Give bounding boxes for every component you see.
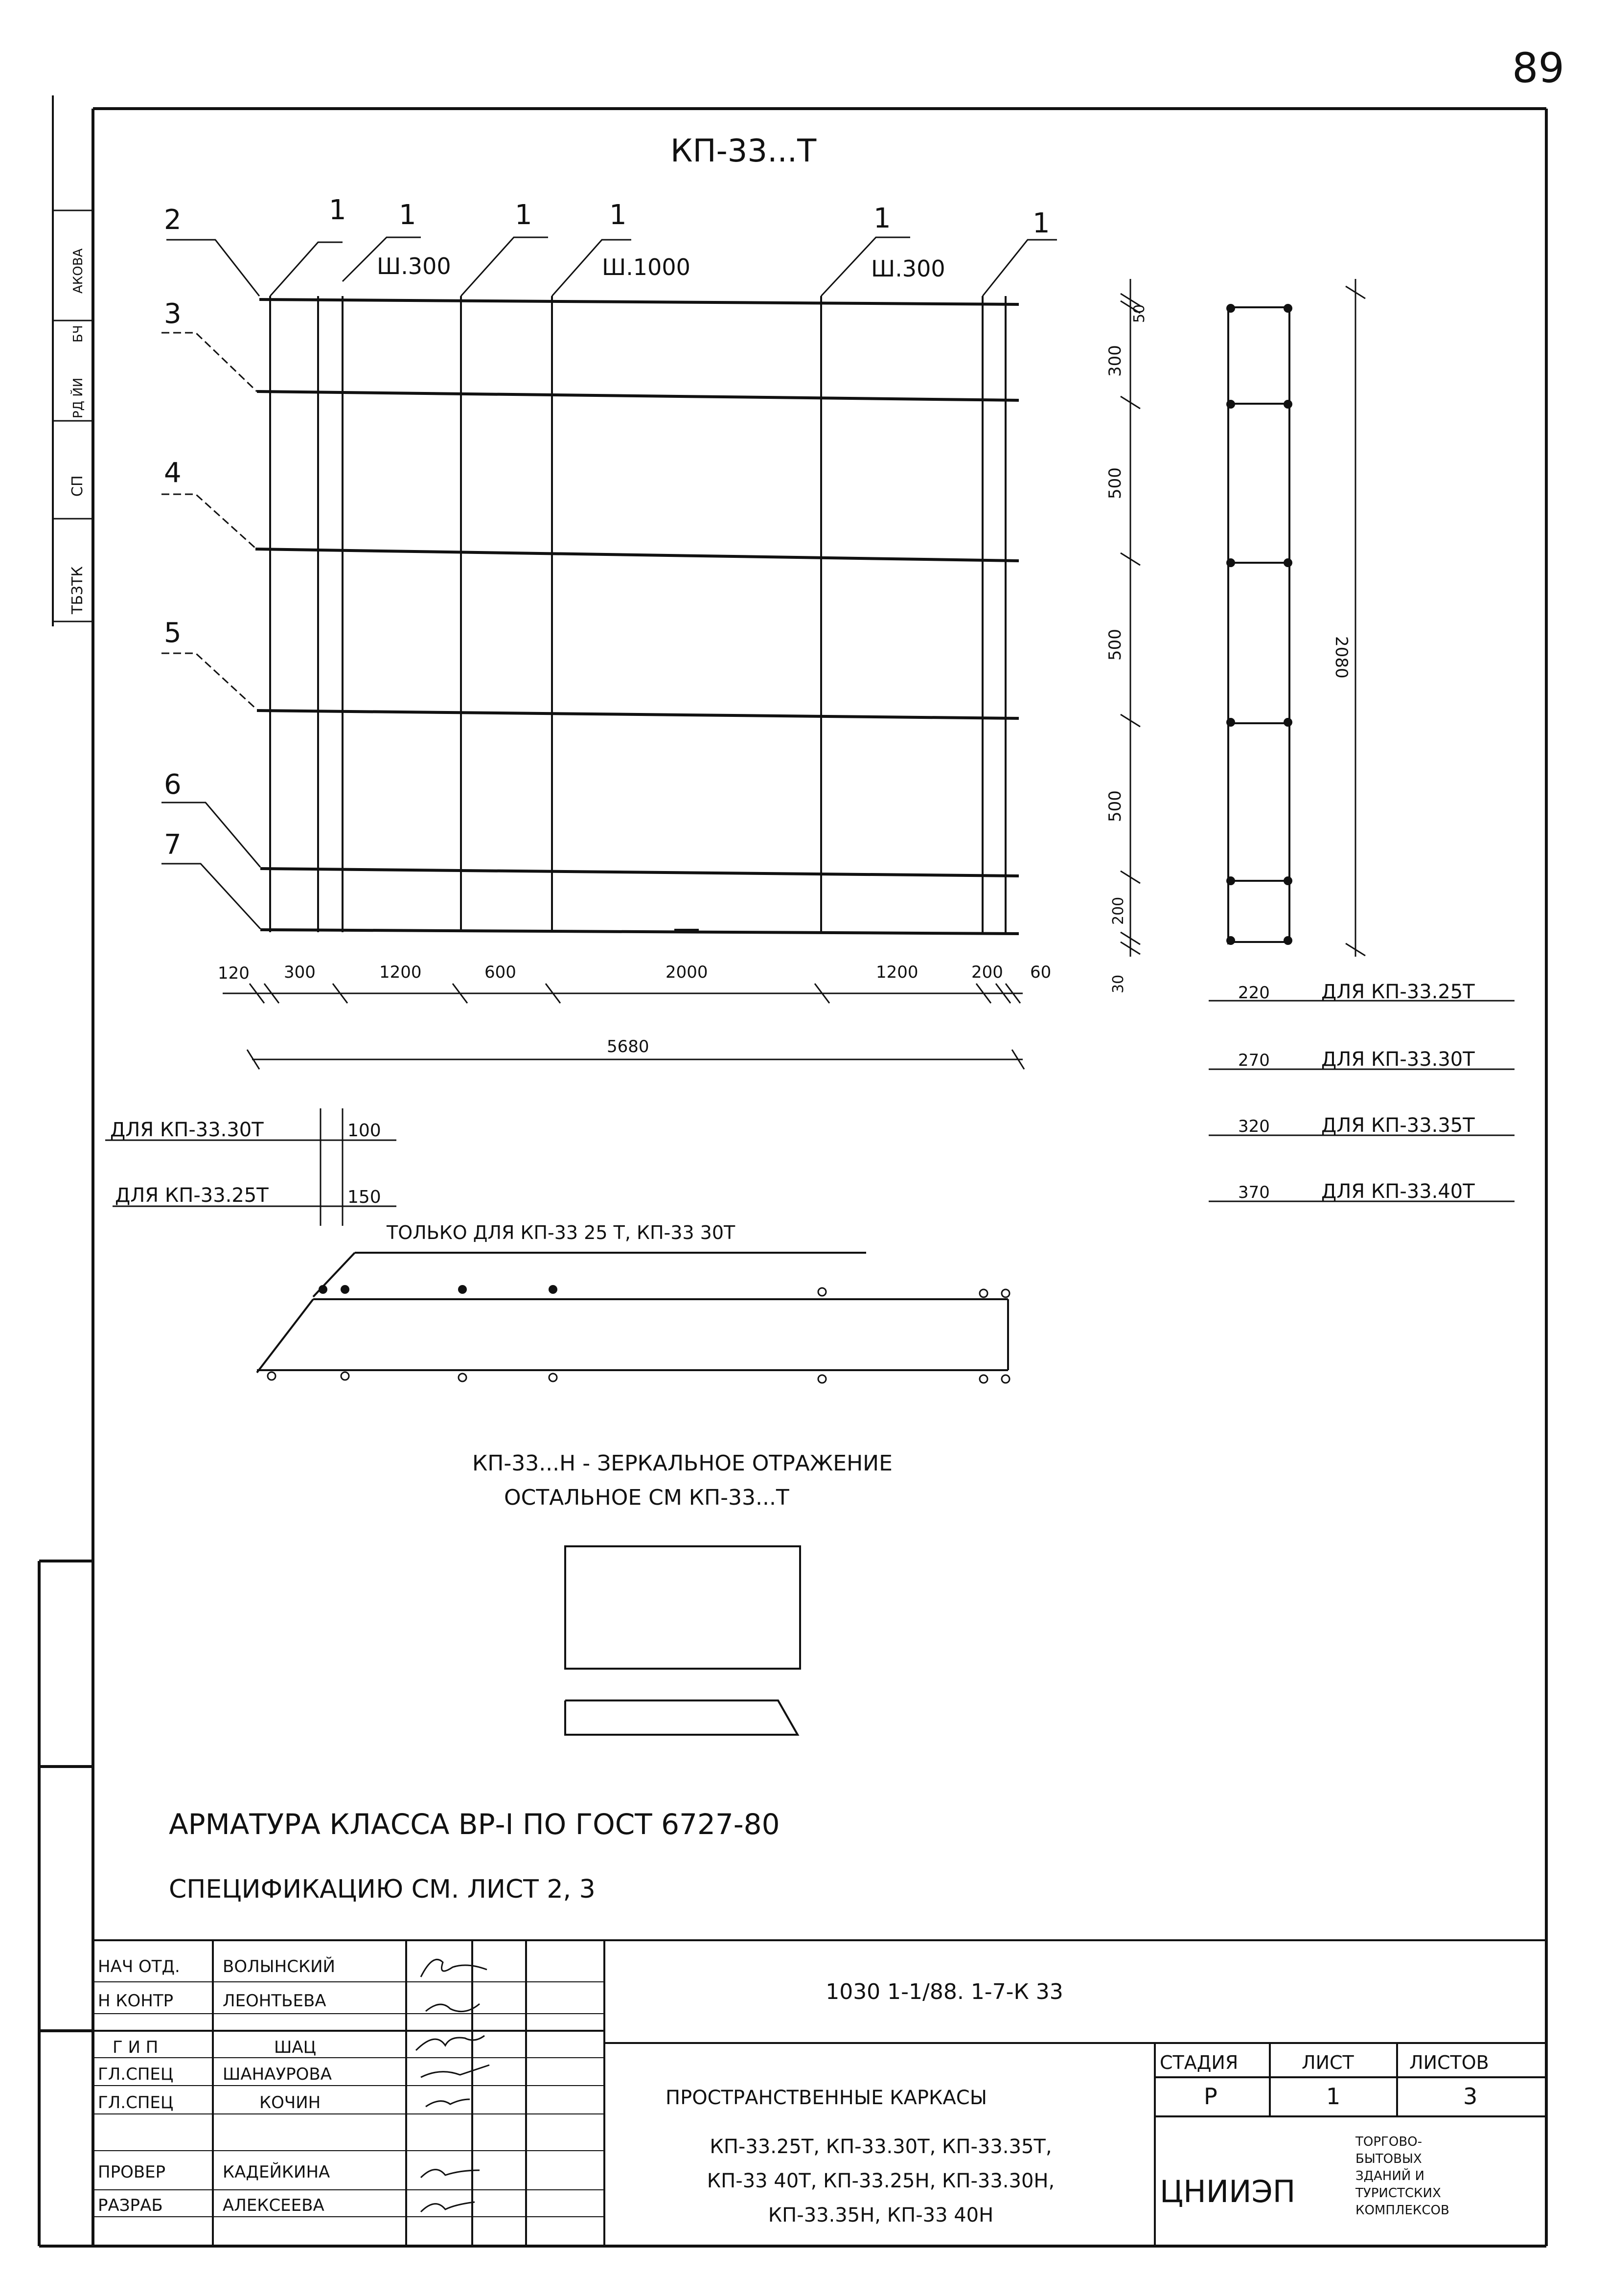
width-value: 370 (1238, 1183, 1270, 1202)
cross-section (1226, 279, 1365, 957)
organization-desc: КОМПЛЕКСОВ (1355, 2203, 1449, 2218)
overall-height: 2080 (1332, 636, 1351, 679)
spacing-label: Ш.300 (871, 255, 945, 282)
role: ГЛ.СПЕЦ (98, 2065, 174, 2084)
width-value: 270 (1238, 1051, 1270, 1070)
sheet-value: 1 (1326, 2083, 1341, 2110)
role: Г И П (113, 2038, 159, 2057)
organization-desc: ЗДАНИЙ И (1355, 2169, 1424, 2183)
position-label: 1 (609, 199, 627, 231)
dimension-value: 500 (1105, 790, 1125, 822)
width-variants (1209, 981, 1515, 1203)
product-list: КП-33.25Т, КП-33.30Т, КП-33.35Т, (710, 2135, 1052, 2158)
role: Н КОНТР (98, 1991, 174, 2011)
vertical-dimensions (1105, 279, 1148, 993)
position-label: 4 (164, 457, 182, 489)
offset-label: ДЛЯ КП-33.30Т (110, 1119, 264, 1141)
position-label: 6 (164, 769, 182, 801)
person-name: КОЧИН (259, 2093, 321, 2112)
offset-value: 100 (347, 1121, 381, 1141)
position-labels (164, 194, 1050, 861)
dimension-value: 2000 (666, 963, 708, 982)
sheets-header: ЛИСТОВ (1409, 2052, 1489, 2073)
product-title: ПРОСТРАНСТВЕННЫЕ КАРКАСЫ (666, 2087, 987, 2109)
person-name: ШАНАУРОВА (223, 2065, 332, 2084)
position-label: 7 (164, 829, 182, 861)
dimension-value: 50 (1131, 304, 1148, 323)
frame-elevation (161, 237, 1057, 934)
note-spec: СПЕЦИФИКАЦИЮ СМ. ЛИСТ 2, 3 (169, 1875, 596, 1904)
dimension-value: 200 (971, 963, 1003, 982)
role: ГЛ.СПЕЦ (98, 2093, 174, 2112)
dimension-value: 30 (1110, 974, 1127, 993)
dimension-value: 600 (484, 963, 516, 982)
document-code: 1030 1-1/88. 1-7-К 33 (826, 1979, 1063, 2004)
offset-label: ДЛЯ КП-33.25Т (115, 1184, 269, 1207)
offset-value: 150 (347, 1187, 381, 1207)
width-value: 320 (1238, 1117, 1270, 1136)
position-label: 2 (164, 204, 182, 236)
position-label: 5 (164, 617, 182, 649)
width-value: 220 (1238, 983, 1270, 1003)
stage-value: Р (1204, 2083, 1217, 2110)
side-stamp-text: СП (69, 475, 86, 497)
side-stamp (53, 95, 93, 626)
dimension-value: 500 (1105, 629, 1125, 661)
organization-desc: БЫТОВЫХ (1355, 2152, 1422, 2166)
page-number: 89 (1512, 44, 1564, 92)
dimension-value: 60 (1030, 963, 1052, 982)
plan-view (257, 1222, 1010, 1383)
spacing-label: Ш.1000 (602, 254, 690, 280)
role: ПРОВЕР (98, 2162, 166, 2182)
position-label: 1 (515, 199, 532, 231)
dimension-value: 200 (1110, 896, 1127, 925)
stage-header: СТАДИЯ (1160, 2052, 1239, 2073)
side-stamp-text: ТБЗТК (69, 566, 86, 614)
organization-desc: ТУРИСТСКИХ (1355, 2186, 1441, 2201)
mirror-note: ОСТАЛЬНОЕ СМ КП-33...Т (504, 1485, 789, 1510)
drawing-title: КП-33...Т (670, 133, 817, 169)
mirror-diagram (565, 1546, 800, 1735)
dimension-value: 300 (1105, 345, 1125, 377)
side-stamp-text: РД ЙИ (71, 377, 86, 418)
sheet-header: ЛИСТ (1302, 2052, 1354, 2073)
dimension-value: 120 (218, 964, 250, 983)
product-list: КП-33.35Н, КП-33 40Н (768, 2204, 994, 2227)
position-label: 1 (399, 199, 416, 231)
spacing-label: Ш.300 (377, 253, 451, 279)
dimension-value: 500 (1105, 467, 1125, 499)
person-name: АЛЕКСЕЕВА (223, 2196, 324, 2215)
organization-desc: ТОРГОВО- (1355, 2135, 1423, 2149)
role: РАЗРАБ (98, 2196, 163, 2215)
sheet-frame (39, 109, 1546, 2246)
person-name: ВОЛЫНСКИЙ (223, 1957, 335, 1976)
width-label: ДЛЯ КП-33.30Т (1321, 1048, 1475, 1071)
note-rebar: АРМАТУРА КЛАССА ВР-I ПО ГОСТ 6727-80 (169, 1808, 780, 1841)
width-label: ДЛЯ КП-33.25Т (1321, 981, 1475, 1003)
sheets-value: 3 (1463, 2083, 1478, 2110)
product-list: КП-33 40Т, КП-33.25Н, КП-33.30Н, (707, 2170, 1055, 2192)
title-block (93, 1940, 1546, 2246)
organization: ЦНИИЭП (1160, 2174, 1296, 2209)
role: НАЧ ОТД. (98, 1957, 180, 1976)
person-name: ЛЕОНТЬЕВА (223, 1991, 326, 2011)
position-label: 1 (873, 203, 891, 234)
side-stamp-text: БЧ (71, 325, 86, 343)
position-label: 1 (1033, 207, 1050, 239)
person-name: КАДЕЙКИНА (223, 2162, 330, 2182)
only-note: ТОЛЬКО ДЛЯ КП-33 25 Т, КП-33 30Т (387, 1222, 735, 1243)
person-name: ШАЦ (274, 2038, 317, 2057)
position-label: 3 (164, 298, 182, 330)
width-label: ДЛЯ КП-33.40Т (1321, 1180, 1475, 1203)
overall-length: 5680 (607, 1037, 649, 1056)
width-label: ДЛЯ КП-33.35Т (1321, 1114, 1475, 1137)
side-stamp-text: АКОВА (71, 248, 86, 294)
dimension-value: 1200 (876, 963, 918, 982)
mirror-note: КП-33...Н - ЗЕРКАЛЬНОЕ ОТРАЖЕНИЕ (472, 1451, 893, 1476)
offset-variants (105, 1108, 396, 1226)
position-label: 1 (329, 194, 346, 226)
dimension-value: 1200 (379, 963, 422, 982)
horizontal-dimensions (218, 963, 1051, 1069)
dimension-value: 300 (284, 963, 316, 982)
